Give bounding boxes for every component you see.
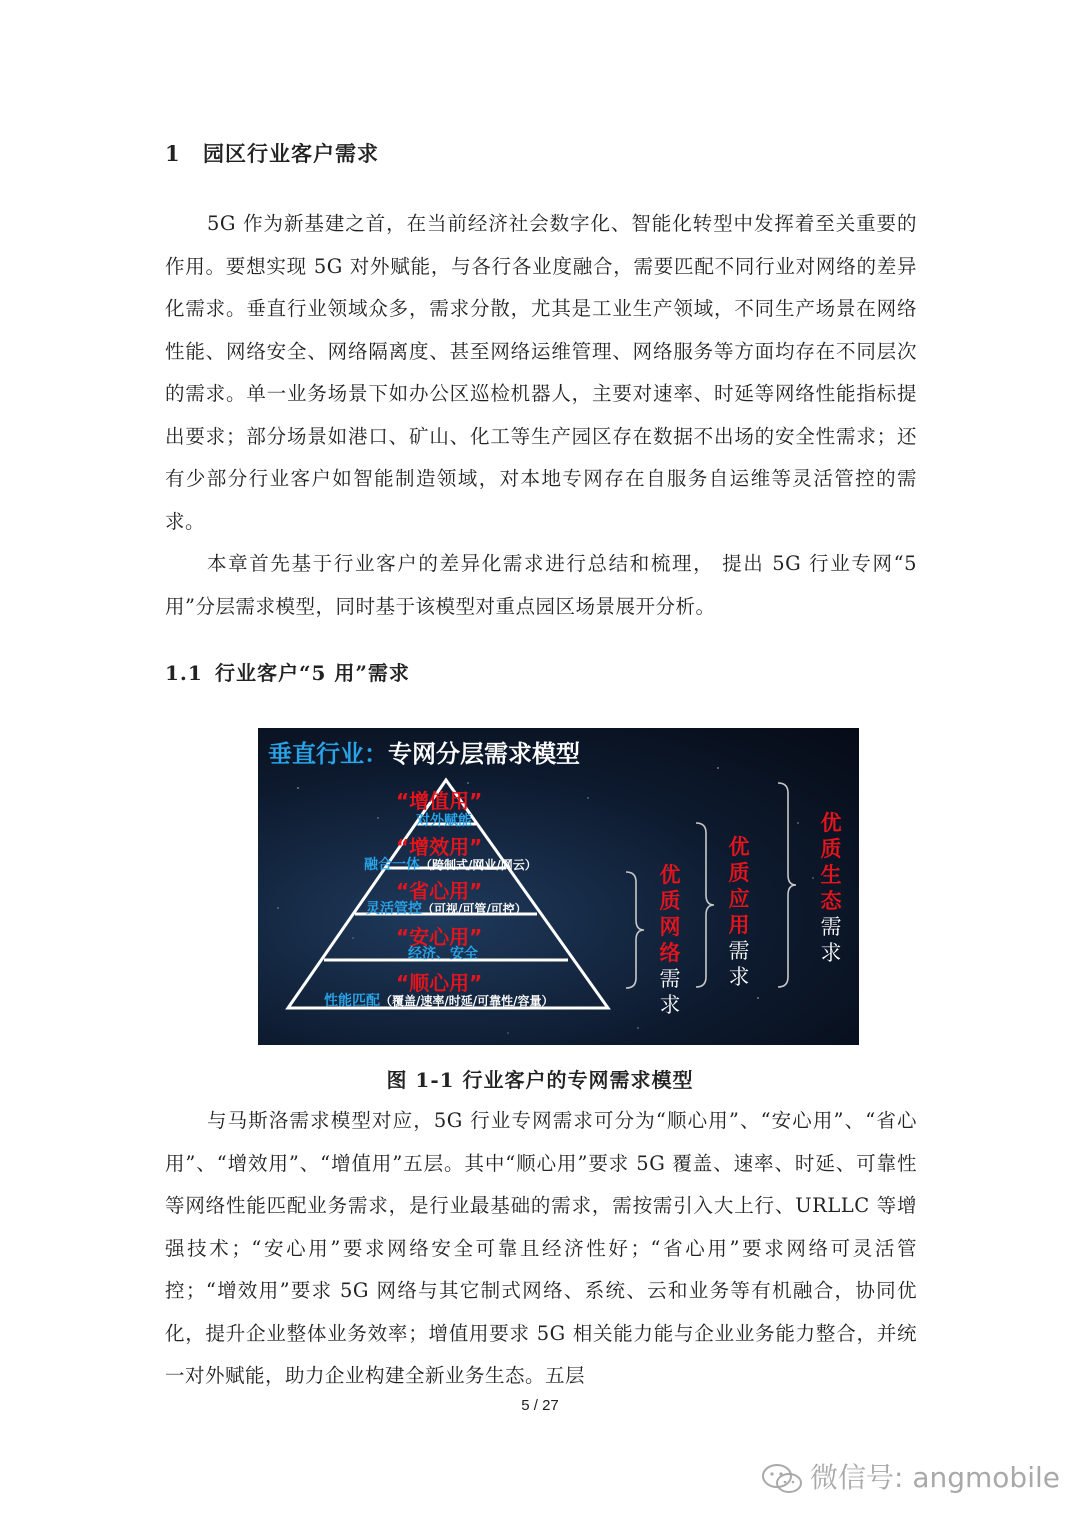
subsection-heading [165,657,410,686]
level-desc-4 [364,854,537,874]
wechat-icon [760,1462,804,1496]
char: 求 [820,941,842,965]
paragraph-chapter-summary: 本章首先基于行业客户的差异化需求进行总结和梳理， 提出 5G 行业专网“5 用”分层需求模型，同时基于该模型对重点园区场景展开分析。 [165,552,917,618]
char: 优 [659,863,681,887]
watermark [760,1456,1060,1496]
watermark-text: 微信号: angmobile [810,1461,1060,1494]
quality-network-label [658,862,682,1018]
char: 生 [820,863,842,887]
level-desc-3 [366,898,527,918]
char: 需 [728,939,750,963]
char: 需 [820,915,842,939]
level-keyword-5: 对外赋能 [416,813,472,829]
char: 质 [820,837,842,861]
char: 质 [659,889,681,913]
figure-title [268,734,580,769]
level-name-1: “顺心用” [396,971,483,995]
char: 优 [820,811,842,835]
char: 需 [659,967,681,991]
level-keyword-2: 经济、安全 [408,946,478,962]
figure-title-prefix: 垂直行业： [268,740,388,768]
subsection-number: 1.1 [165,661,203,685]
level-name-2: “安心用” [396,925,483,949]
level-detail-3: （可视/可管/可控） [422,902,527,916]
page-number: 5 / 27 [521,1397,559,1414]
paragraph-intro: 5G 作为新基建之首，在当前经济社会数字化、智能化转型中发挥着至关重要的作用。要想实现 5G 对外赋能，与各行各业度融合，需要匹配不同行业对网络的差异化需求。垂直行业领域众多，需求分散，尤其是工业生产领域，不同生产场景在网络性能、网络安全、网络隔离度、甚至网络运维管理、网络服务等方面均存在不同层次的需求。单一业务场景下如办公区巡检机器人，主要对速率、时延等网络性能指标提出要求；部分场景如港口、矿山、化工等生产园区存在数据不出场的安全性需求；还有少部分行业客户如智能制造领域，对本地专网存在自服务自运维等灵活管控的需求。 [165,212,917,533]
subsection-title: 行业客户“5 用”需求 [215,661,410,685]
quality-ecosystem-label [819,810,843,966]
level-desc-5 [416,810,472,830]
char: 用 [728,913,750,937]
requirement-model-figure [258,728,859,1045]
char: 求 [659,993,681,1017]
level-desc-1 [324,990,554,1010]
level-detail-4: （跨制式/网业/网云） [420,858,537,872]
figure-title-main: 专网分层需求模型 [388,740,580,768]
char: 态 [820,889,842,913]
section-number: 1 [165,141,181,166]
char: 应 [728,887,750,911]
level-desc-2 [408,943,478,963]
section-title: 园区行业客户需求 [203,141,379,166]
section-heading [165,138,379,168]
level-name-4: “增效用” [396,835,483,859]
level-detail-1: （覆盖/速率/时延/可靠性/容量） [380,994,554,1008]
paragraph-maslow: 与马斯洛需求模型对应，5G 行业专网需求可分为“顺心用”、“安心用”、“省心用”、“增效用”、“增值用”五层。其中“顺心用”要求 5G 覆盖、速率、时延、可靠性等网络性能匹配业务需求，是行业最基础的需求，需按需引入大上行、URLLC 等增强技术；“安心用”要求网络安全可靠且经济性好；“省心用”要求网络可灵活管控；“增效用”要求 5G 网络与其它制式网络、系统、云和业务等有机融合，协同优化，提升企业整体业务效率；增值用要求 5G 相关能力能与企业业务能力整合，并统一对外赋能，助力企业构建全新业务生态。五层 [165,1109,917,1387]
level-name-5: “增值用” [396,789,483,813]
char: 络 [659,941,681,965]
level-keyword-4: 融合一体 [364,857,420,873]
char: 求 [728,965,750,989]
level-name-3: “省心用” [396,879,483,903]
char: 网 [659,915,681,939]
level-keyword-1: 性能匹配 [324,993,380,1009]
brackets [626,783,796,988]
figure-caption: 图 1-1 行业客户的专网需求模型 [386,1068,694,1092]
level-keyword-3: 灵活管控 [366,901,422,917]
char: 优 [728,835,750,859]
quality-application-label [727,834,751,990]
char: 质 [728,861,750,885]
